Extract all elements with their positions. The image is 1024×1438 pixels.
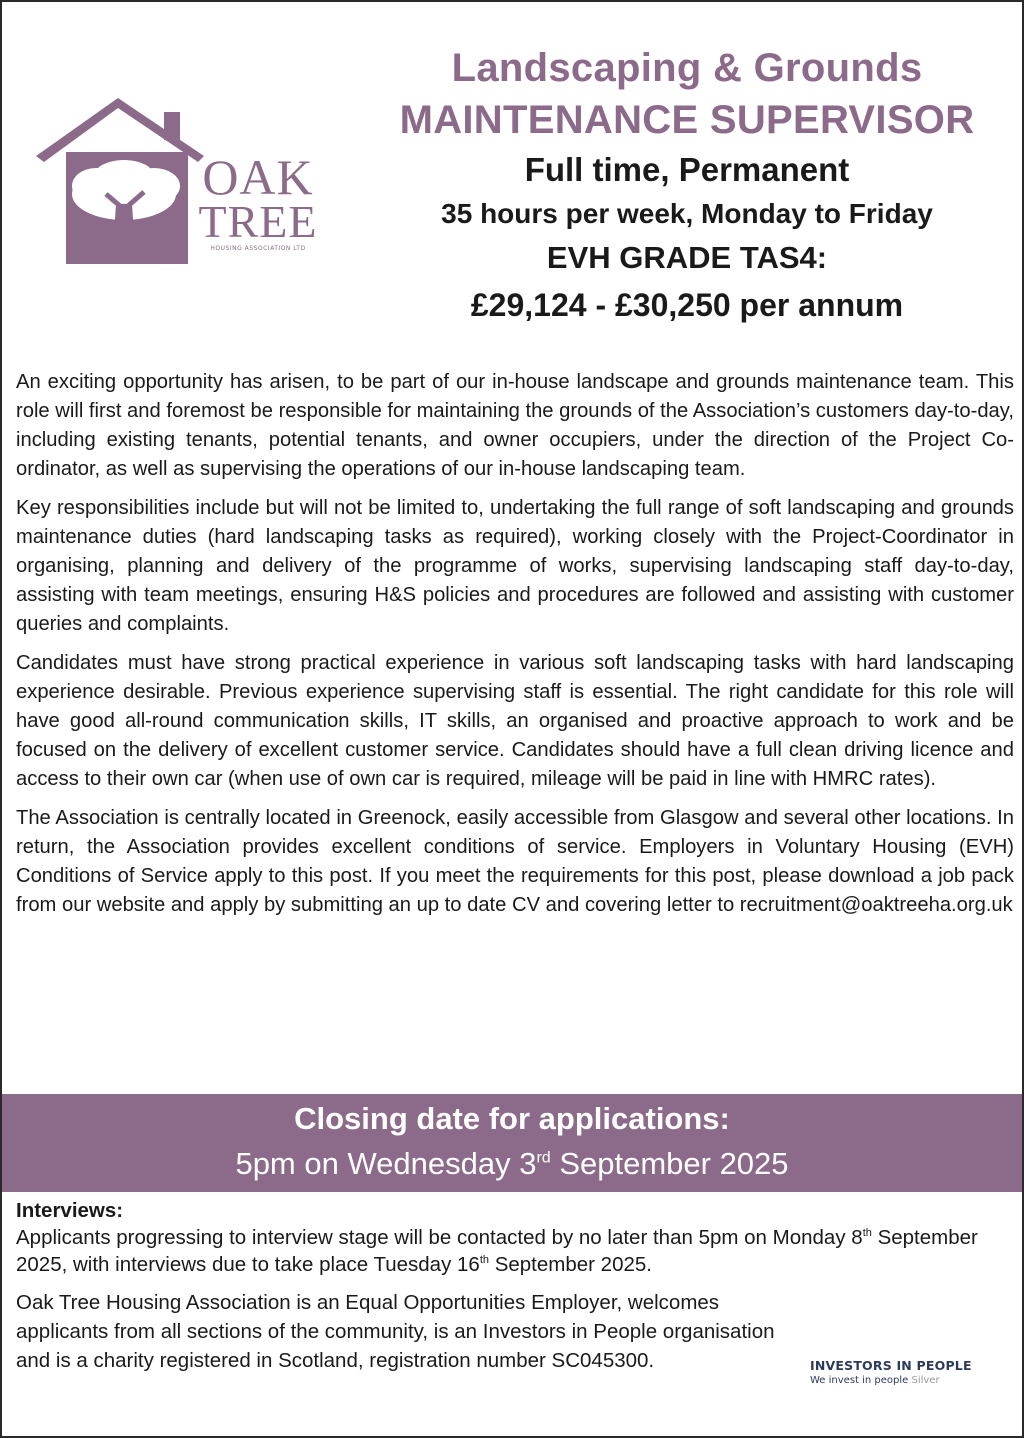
paragraph-responsibilities: Key responsibilities include but will not be limited to, undertaking the full range of soft landscaping and grounds maintenance duties (hard landscaping tasks as required), working closely with the Project-Coordinator in organising, planning and delivery of the programme of works, supervising landscaping staff day-to-day, assisting with team meetings, ensuring H&S policies and procedures are followed and assisting with customer queries and complaints. [16, 497, 1014, 635]
closing-date-heading: Closing date for applications: [294, 1101, 730, 1136]
iip-name: INVESTORS IN PEOPLE [810, 1358, 972, 1373]
employment-type: Full time, Permanent [524, 151, 850, 188]
logo-tagline: HOUSING ASSOCIATION LTD [210, 245, 306, 252]
interviews-heading: Interviews: [16, 1199, 124, 1222]
logo-text [190, 149, 326, 254]
closing-date-banner [2, 1094, 1022, 1192]
oak-tree-logo [36, 94, 326, 274]
closing-date-prefix: 5pm on Wednesday 3 [235, 1146, 537, 1181]
iip-tagline-text: We invest in people [810, 1375, 909, 1386]
closing-date [2, 1142, 1022, 1186]
iip-tagline [810, 1375, 1000, 1386]
logo-tree: TREE [198, 196, 318, 247]
job-header [342, 42, 1024, 330]
interviews-ordinal-b: th [479, 1254, 489, 1267]
job-title-line1: Landscaping & Grounds [451, 46, 923, 90]
interviews-text [16, 1224, 1006, 1278]
job-title-line2: MAINTENANCE SUPERVISOR [399, 98, 975, 142]
interviews-text-a: Applicants progressing to interview stage will be contacted by no later than 5pm on Monday 8 [16, 1226, 863, 1249]
logo-oak: OAK [202, 149, 314, 205]
interviews-text-b: September 2025, with interviews due to take place Tuesday 16 [16, 1226, 978, 1276]
job-description [16, 368, 1014, 930]
pay-grade: EVH GRADE TAS4: [546, 240, 828, 275]
interviews-text-c: September 2025. [489, 1253, 652, 1276]
salary: £29,124 - £30,250 per annum [470, 287, 904, 323]
closing-date-ordinal: rd [536, 1149, 551, 1167]
interviews-ordinal-a: th [862, 1227, 872, 1240]
equal-opportunities-statement: Oak Tree Housing Association is an Equal Opportunities Employer, welcomes applicants from all sections of the community, is an Investors in People organisation and is a charity registered in Scotland, registration number SC045300. [16, 1291, 775, 1372]
investors-in-people-logo [810, 1358, 1000, 1394]
paragraph-requirements: Candidates must have strong practical experience in various soft landscaping tasks with hard landscaping experience desirable. Previous experience supervising staff is essential. The right candidate for this role will have good all-round communication skills, IT skills, an organised and proactive approach to work and be focused on the delivery of excellent customer service. Candidates should have a full clean driving licence and access to their own car (when use of own car is required, mileage will be paid in line with HMRC rates). [16, 652, 1014, 790]
iip-level: Silver [911, 1375, 940, 1386]
working-hours: 35 hours per week, Monday to Friday [441, 198, 933, 229]
interviews-section [16, 1198, 1014, 1375]
closing-date-rest: September 2025 [550, 1146, 789, 1181]
paragraph-opportunity: An exciting opportunity has arisen, to be part of our in-house landscape and grounds maintenance team. This role will first and foremost be responsible for maintaining the grounds of the Association’s customers day-to-day, including existing tenants, potential tenants, and owner occupiers, under the direction of the Project Co-ordinator, as well as supervising the operations of our in-house landscaping team. [16, 371, 1014, 480]
paragraph-application: The Association is centrally located in Greenock, easily accessible from Glasgow and several other locations. In return, the Association provides excellent conditions of service. Employers in Voluntary Housing (EVH) Conditions of Service apply to this post. If you meet the requirements for this post, please download a job pack from our website and apply by submitting an up to date CV and covering letter to recruitment@oaktreeha.org.uk [16, 807, 1014, 916]
